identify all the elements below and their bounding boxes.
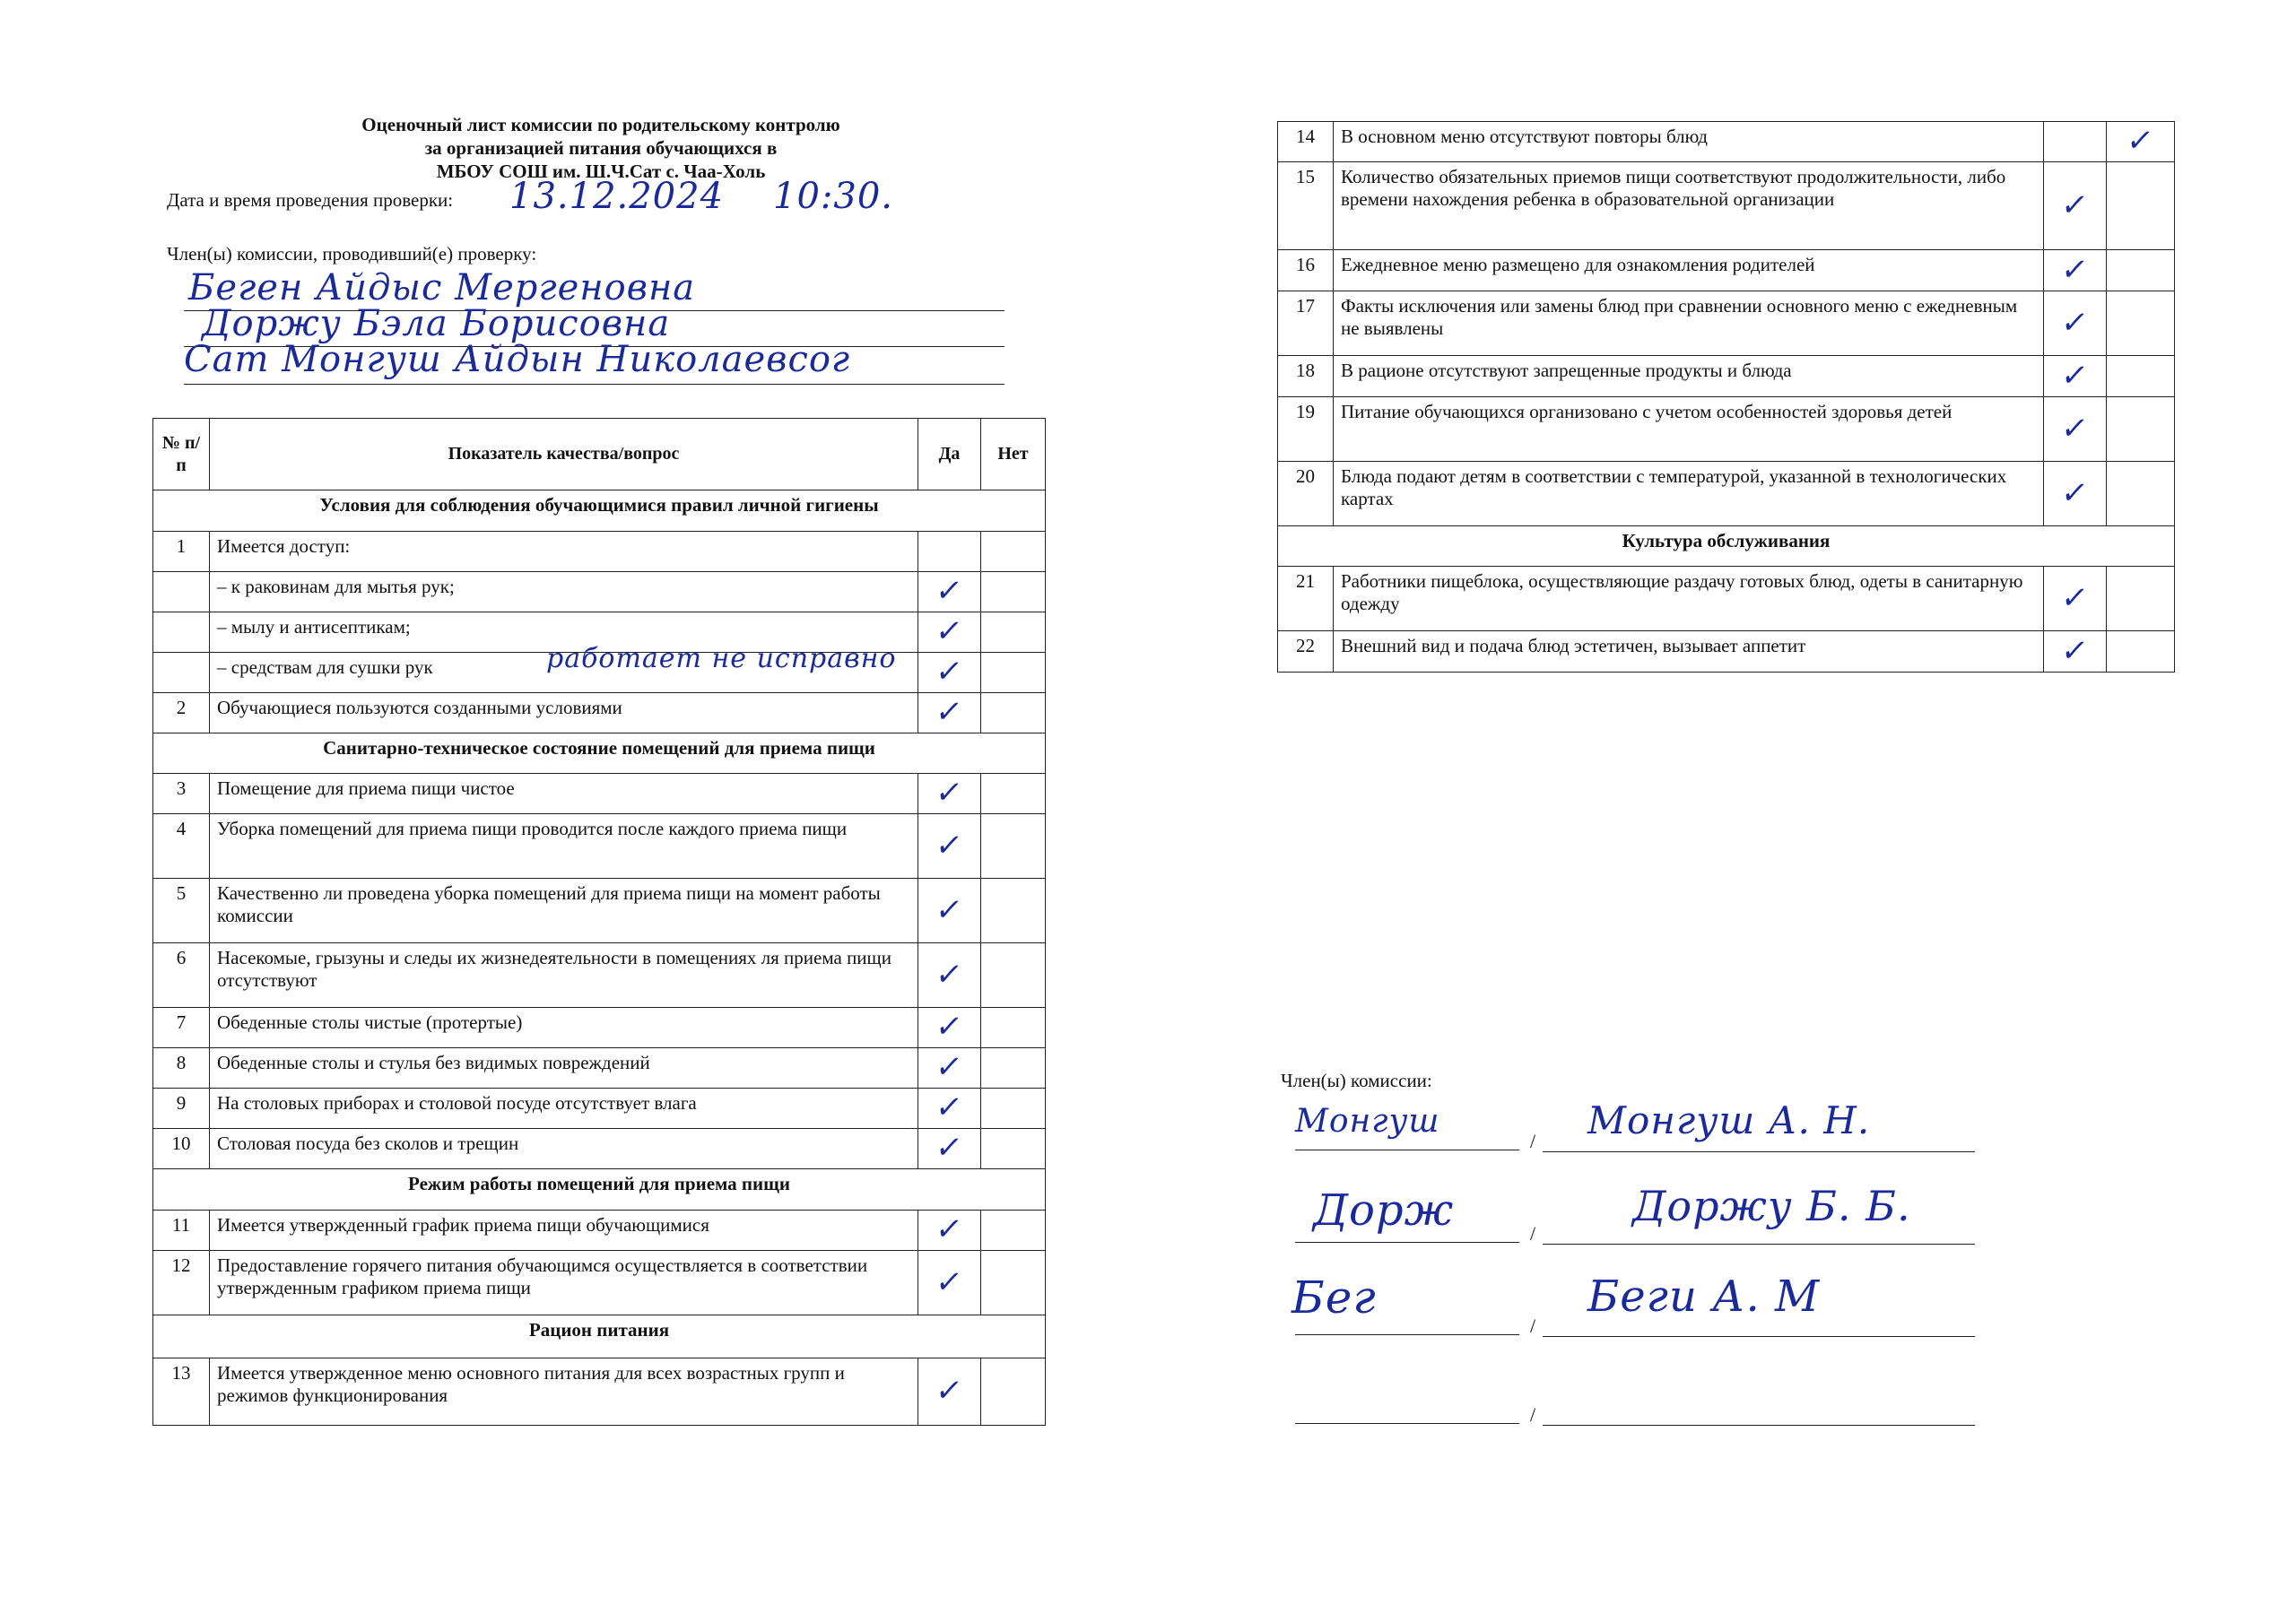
question-text bbox=[1334, 631, 2044, 673]
question-label: Факты исключения или замены блюд при сравнении основного меню с ежедневным не выявлены bbox=[1341, 295, 2018, 339]
criteria-table-right bbox=[1277, 121, 2175, 673]
table-row bbox=[1278, 122, 2175, 162]
check-mark-icon: ✓ bbox=[933, 1130, 966, 1166]
members-label: Член(ы) комиссии, проводивший(е) проверку: bbox=[167, 243, 537, 265]
row-number: 19 bbox=[1278, 397, 1334, 462]
row-number bbox=[153, 572, 210, 612]
section-header-row bbox=[153, 490, 1046, 532]
question-label: Количество обязательных приемов пищи соответствуют продолжительности, либо времени нахождения ребенка в образовательной организации bbox=[1341, 166, 2006, 210]
table-row bbox=[153, 943, 1046, 1008]
table-row bbox=[153, 1129, 1046, 1169]
check-mark-icon: ✓ bbox=[933, 1263, 966, 1300]
check-mark-icon: ✓ bbox=[933, 891, 966, 928]
section-header-row bbox=[1278, 526, 2175, 567]
yes-cell bbox=[918, 1129, 981, 1169]
row-number: 16 bbox=[1278, 250, 1334, 291]
no-cell bbox=[981, 814, 1046, 879]
yes-cell bbox=[918, 1008, 981, 1048]
section-title: Санитарно-техническое состояние помещений для приема пищи bbox=[153, 733, 1046, 774]
section-header-row bbox=[153, 1169, 1046, 1211]
row-number: 2 bbox=[153, 693, 210, 733]
no-cell bbox=[981, 1008, 1046, 1048]
question-text bbox=[210, 943, 918, 1008]
section-title: Режим работы помещений для приема пищи bbox=[153, 1169, 1046, 1211]
check-mark-icon: ✓ bbox=[933, 827, 966, 864]
yes-cell bbox=[2044, 162, 2107, 250]
no-cell bbox=[981, 653, 1046, 693]
section-title: Рацион питания bbox=[153, 1315, 1046, 1358]
question-text bbox=[210, 643, 918, 693]
question-text bbox=[210, 1211, 918, 1251]
yes-cell bbox=[918, 814, 981, 879]
member-3: Сат Монгуш Айдын Николаевсог bbox=[184, 339, 851, 380]
signature-2: Дорж bbox=[1313, 1185, 1455, 1236]
yes-cell bbox=[918, 572, 981, 612]
table-row bbox=[153, 572, 1046, 612]
question-text bbox=[210, 1048, 918, 1089]
question-text bbox=[1334, 567, 2044, 631]
question-label: Работники пищеблока, осуществляющие раздачу готовых блюд, одеты в санитарную одежду bbox=[1341, 570, 2023, 614]
title-line-3: МБОУ СОШ им. Ш.Ч.Сат с. Чаа-Холь bbox=[436, 161, 766, 182]
row-number: 5 bbox=[153, 879, 210, 943]
row-number: 6 bbox=[153, 943, 210, 1008]
check-mark-icon: ✓ bbox=[933, 1089, 966, 1125]
criteria-right-body bbox=[1278, 122, 2175, 673]
check-mark-icon: ✓ bbox=[2058, 410, 2092, 447]
yes-cell bbox=[2044, 356, 2107, 397]
question-label: В рационе отсутствуют запрещенные продукты и блюда bbox=[1341, 360, 1792, 381]
table-row bbox=[1278, 162, 2175, 250]
question-label: Качественно ли проведена уборка помещений для приема пищи на момент работы комиссии bbox=[217, 882, 881, 926]
table-row bbox=[1278, 356, 2175, 397]
no-cell bbox=[2107, 462, 2175, 526]
row-number: 15 bbox=[1278, 162, 1334, 250]
no-cell bbox=[981, 879, 1046, 943]
question-text bbox=[210, 774, 918, 814]
separator: / bbox=[1530, 1130, 1536, 1152]
question-text bbox=[1334, 162, 2044, 250]
row-number: 12 bbox=[153, 1251, 210, 1315]
row-number: 22 bbox=[1278, 631, 1334, 673]
check-mark-icon: ✓ bbox=[2058, 357, 2092, 394]
no-cell bbox=[981, 693, 1046, 733]
col-question: Показатель качества/вопрос bbox=[210, 419, 918, 490]
check-mark-icon: ✓ bbox=[933, 1009, 966, 1045]
question-label: Предоставление горячего питания обучающимся осуществляется в соответствии утвержденным графиком приема пищи bbox=[217, 1254, 868, 1298]
question-label: Помещение для приема пищи чистое bbox=[217, 777, 515, 799]
table-row bbox=[1278, 250, 2175, 291]
no-cell bbox=[2107, 631, 2175, 673]
check-mark-icon: ✓ bbox=[933, 1211, 966, 1247]
yes-cell bbox=[918, 1048, 981, 1089]
col-num: № п/п bbox=[153, 419, 210, 490]
no-cell bbox=[2107, 162, 2175, 250]
no-cell bbox=[2107, 397, 2175, 462]
row-number: 10 bbox=[153, 1129, 210, 1169]
table-row bbox=[153, 1358, 1046, 1426]
yes-cell bbox=[2044, 397, 2107, 462]
section-title: Культура обслуживания bbox=[1278, 526, 2175, 567]
section-title: Условия для соблюдения обучающимися правил личной гигиены bbox=[153, 490, 1046, 532]
question-text bbox=[210, 572, 918, 612]
name-line bbox=[1543, 1244, 1975, 1245]
no-cell bbox=[981, 1048, 1046, 1089]
time-value: 10:30. bbox=[773, 176, 893, 217]
question-label: Уборка помещений для приема пищи проводится после каждого приема пищи bbox=[217, 818, 848, 839]
question-text bbox=[1334, 397, 2044, 462]
date-value: 13.12.2024 bbox=[509, 176, 725, 217]
table-row bbox=[153, 1089, 1046, 1129]
yes-cell bbox=[2044, 250, 2107, 291]
question-label: Обеденные столы чистые (протертые) bbox=[217, 1011, 523, 1033]
no-cell bbox=[2107, 122, 2175, 162]
no-cell bbox=[981, 774, 1046, 814]
check-mark-icon: ✓ bbox=[933, 1049, 966, 1085]
table-row bbox=[153, 1008, 1046, 1048]
members-line-3 bbox=[184, 339, 1004, 385]
check-mark-icon: ✓ bbox=[2124, 123, 2157, 159]
title-line-1: Оценочный лист комиссии по родительскому контролю bbox=[361, 114, 840, 135]
no-cell bbox=[981, 1129, 1046, 1169]
check-mark-icon: ✓ bbox=[933, 956, 966, 993]
row-number: 4 bbox=[153, 814, 210, 879]
sheet-title bbox=[179, 113, 1022, 183]
table-row bbox=[153, 879, 1046, 943]
no-cell bbox=[2107, 250, 2175, 291]
check-mark-icon: ✓ bbox=[2058, 251, 2092, 288]
question-label: Ежедневное меню размещено для ознакомления родителей bbox=[1341, 254, 1815, 275]
check-mark-icon: ✓ bbox=[933, 573, 966, 609]
check-mark-icon: ✓ bbox=[933, 654, 966, 690]
yes-cell bbox=[918, 1211, 981, 1251]
table-row bbox=[153, 653, 1046, 693]
yes-cell bbox=[2044, 567, 2107, 631]
table-row bbox=[1278, 567, 2175, 631]
table-row bbox=[1278, 462, 2175, 526]
no-cell bbox=[2107, 291, 2175, 356]
separator: / bbox=[1530, 1403, 1536, 1426]
question-label: Внешний вид и подача блюд эстетичен, вызывает аппетит bbox=[1341, 635, 1806, 656]
check-mark-icon: ✓ bbox=[933, 775, 966, 811]
signature-line bbox=[1295, 1423, 1519, 1424]
question-label: Блюда подают детям в соответствии с температурой, указанной в технологических картах bbox=[1341, 465, 2007, 509]
question-label: В основном меню отсутствуют повторы блюд bbox=[1341, 126, 1708, 147]
row-number: 13 bbox=[153, 1358, 210, 1426]
row-number: 9 bbox=[153, 1089, 210, 1129]
question-text bbox=[1334, 122, 2044, 162]
no-cell bbox=[981, 943, 1046, 1008]
table-row bbox=[153, 774, 1046, 814]
row-number: 14 bbox=[1278, 122, 1334, 162]
separator: / bbox=[1530, 1315, 1536, 1337]
signatures-label: Член(ы) комиссии: bbox=[1281, 1070, 1432, 1091]
no-cell bbox=[981, 612, 1046, 653]
table-row bbox=[1278, 291, 2175, 356]
check-mark-icon: ✓ bbox=[2058, 474, 2092, 511]
check-mark-icon: ✓ bbox=[2058, 187, 2092, 223]
question-text bbox=[210, 532, 918, 572]
question-text bbox=[210, 1089, 918, 1129]
yes-cell bbox=[918, 612, 981, 653]
check-mark-icon: ✓ bbox=[933, 1373, 966, 1409]
col-no: Нет bbox=[981, 419, 1046, 490]
name-3: Беги А. М bbox=[1587, 1271, 1821, 1322]
row-number: 7 bbox=[153, 1008, 210, 1048]
name-2: Доржу Б. Б. bbox=[1632, 1182, 1911, 1230]
check-mark-icon: ✓ bbox=[933, 694, 966, 730]
table-row bbox=[153, 1211, 1046, 1251]
question-label: На столовых приборах и столовой посуде отсутствует влага bbox=[217, 1092, 697, 1114]
yes-cell bbox=[918, 774, 981, 814]
yes-cell bbox=[2044, 462, 2107, 526]
question-text bbox=[1334, 356, 2044, 397]
date-label: Дата и время проведения проверки: bbox=[167, 189, 454, 211]
check-mark-icon: ✓ bbox=[2058, 579, 2092, 616]
yes-cell bbox=[2044, 291, 2107, 356]
question-label: Насекомые, грызуны и следы их жизнедеятельности в помещениях ля приема пищи отсутствуют bbox=[217, 947, 891, 991]
no-cell bbox=[981, 572, 1046, 612]
question-text bbox=[210, 1358, 918, 1426]
no-cell bbox=[2107, 356, 2175, 397]
handwritten-note: работает не исправно bbox=[546, 643, 897, 674]
separator: / bbox=[1530, 1222, 1536, 1245]
criteria-left-body bbox=[153, 490, 1046, 1426]
col-yes: Да bbox=[918, 419, 981, 490]
no-cell bbox=[981, 1211, 1046, 1251]
signature-3: Бег bbox=[1292, 1271, 1377, 1324]
name-line bbox=[1543, 1336, 1975, 1337]
check-mark-icon: ✓ bbox=[933, 613, 966, 649]
yes-cell bbox=[918, 653, 981, 693]
question-label: Имеется утвержденное меню основного питания для всех возрастных групп и режимов функционирования bbox=[217, 1362, 845, 1406]
member-1: Беген Айдыс Мергеновна bbox=[188, 267, 696, 308]
question-label: – к раковинам для мытья рук; bbox=[217, 576, 455, 597]
row-number: 21 bbox=[1278, 567, 1334, 631]
table-row bbox=[1278, 397, 2175, 462]
name-line bbox=[1543, 1151, 1975, 1152]
question-text bbox=[210, 693, 918, 733]
name-line bbox=[1543, 1425, 1975, 1426]
question-text bbox=[210, 814, 918, 879]
check-mark-icon: ✓ bbox=[2058, 632, 2092, 669]
signature-line bbox=[1295, 1242, 1519, 1243]
signature-1: Монгуш bbox=[1295, 1103, 1440, 1140]
question-label: Имеется утвержденный график приема пищи обучающимися bbox=[217, 1214, 709, 1236]
question-label: Обучающиеся пользуются созданными условиями bbox=[217, 697, 622, 718]
yes-cell bbox=[918, 943, 981, 1008]
question-label: Столовая посуда без сколов и трещин bbox=[217, 1133, 519, 1154]
yes-cell bbox=[2044, 122, 2107, 162]
table-row bbox=[1278, 631, 2175, 673]
signature-line bbox=[1295, 1334, 1519, 1335]
table-row bbox=[153, 814, 1046, 879]
question-text bbox=[210, 1008, 918, 1048]
yes-cell bbox=[918, 693, 981, 733]
table-row bbox=[153, 1251, 1046, 1315]
table-row bbox=[153, 693, 1046, 733]
question-label: – средствам для сушки рук bbox=[217, 656, 433, 678]
no-cell bbox=[2107, 567, 2175, 631]
row-number bbox=[153, 653, 210, 693]
no-cell bbox=[981, 532, 1046, 572]
row-number: 11 bbox=[153, 1211, 210, 1251]
yes-cell bbox=[918, 879, 981, 943]
member-2: Доржу Бэла Борисовна bbox=[202, 303, 671, 344]
table-row bbox=[153, 532, 1046, 572]
no-cell bbox=[981, 1358, 1046, 1426]
row-number: 3 bbox=[153, 774, 210, 814]
no-cell bbox=[981, 1089, 1046, 1129]
no-cell bbox=[981, 1251, 1046, 1315]
yes-cell bbox=[918, 1358, 981, 1426]
question-text bbox=[210, 1129, 918, 1169]
question-text bbox=[1334, 291, 2044, 356]
yes-cell bbox=[918, 1251, 981, 1315]
question-text bbox=[1334, 462, 2044, 526]
question-label: – мылу и антисептикам; bbox=[217, 616, 411, 638]
question-text bbox=[1334, 250, 2044, 291]
yes-cell bbox=[2044, 631, 2107, 673]
question-label: Имеется доступ: bbox=[217, 535, 351, 557]
row-number bbox=[153, 612, 210, 653]
yes-cell bbox=[918, 1089, 981, 1129]
row-number: 17 bbox=[1278, 291, 1334, 356]
section-header-row bbox=[153, 1315, 1046, 1358]
section-header-row bbox=[153, 733, 1046, 774]
check-mark-icon: ✓ bbox=[2058, 304, 2092, 341]
row-number: 1 bbox=[153, 532, 210, 572]
yes-cell bbox=[918, 532, 981, 572]
row-number: 20 bbox=[1278, 462, 1334, 526]
question-label: Питание обучающихся организовано с учетом особенностей здоровья детей bbox=[1341, 401, 1952, 422]
name-1: Монгуш А. Н. bbox=[1587, 1098, 1871, 1142]
title-line-2: за организацией питания обучающихся в bbox=[424, 137, 778, 159]
criteria-table-left bbox=[152, 418, 1046, 1426]
row-number: 8 bbox=[153, 1048, 210, 1089]
question-label: Обеденные столы и стулья без видимых повреждений bbox=[217, 1052, 650, 1073]
row-number: 18 bbox=[1278, 356, 1334, 397]
question-text bbox=[210, 879, 918, 943]
question-text bbox=[210, 1251, 918, 1315]
table-row bbox=[153, 1048, 1046, 1089]
